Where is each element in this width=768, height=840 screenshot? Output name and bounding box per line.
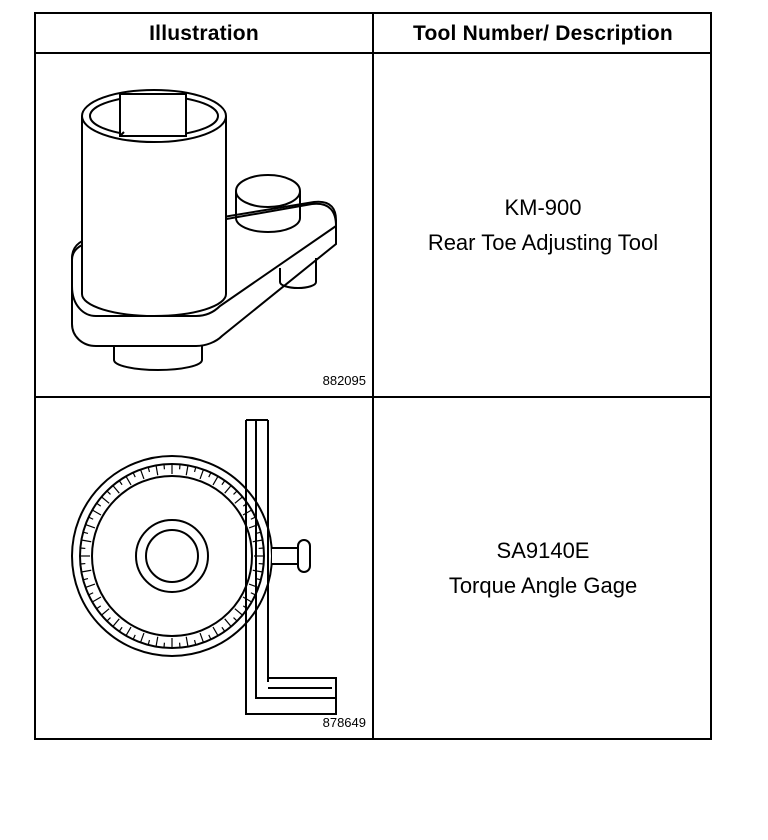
tool-number: KM-900 — [504, 195, 582, 220]
table-row-2-illustration — [36, 398, 372, 738]
table-row-2-description — [374, 398, 712, 738]
header-illustration: Illustration — [149, 22, 259, 45]
table-row-1-illustration — [36, 54, 372, 396]
rear-toe-adjusting-tool-icon — [36, 54, 372, 396]
tool-description: Torque Angle Gage — [448, 573, 638, 598]
tool-number: SA9140E — [496, 538, 590, 563]
tool-description: Rear Toe Adjusting Tool — [427, 230, 659, 255]
torque-angle-gage-icon — [36, 398, 372, 738]
header-tool-description: Tool Number/ Description — [413, 22, 673, 45]
figure-number: 882095 — [322, 373, 366, 388]
tool-table — [34, 12, 712, 740]
table-row-1-description — [374, 54, 712, 396]
figure-number: 878649 — [322, 715, 366, 730]
